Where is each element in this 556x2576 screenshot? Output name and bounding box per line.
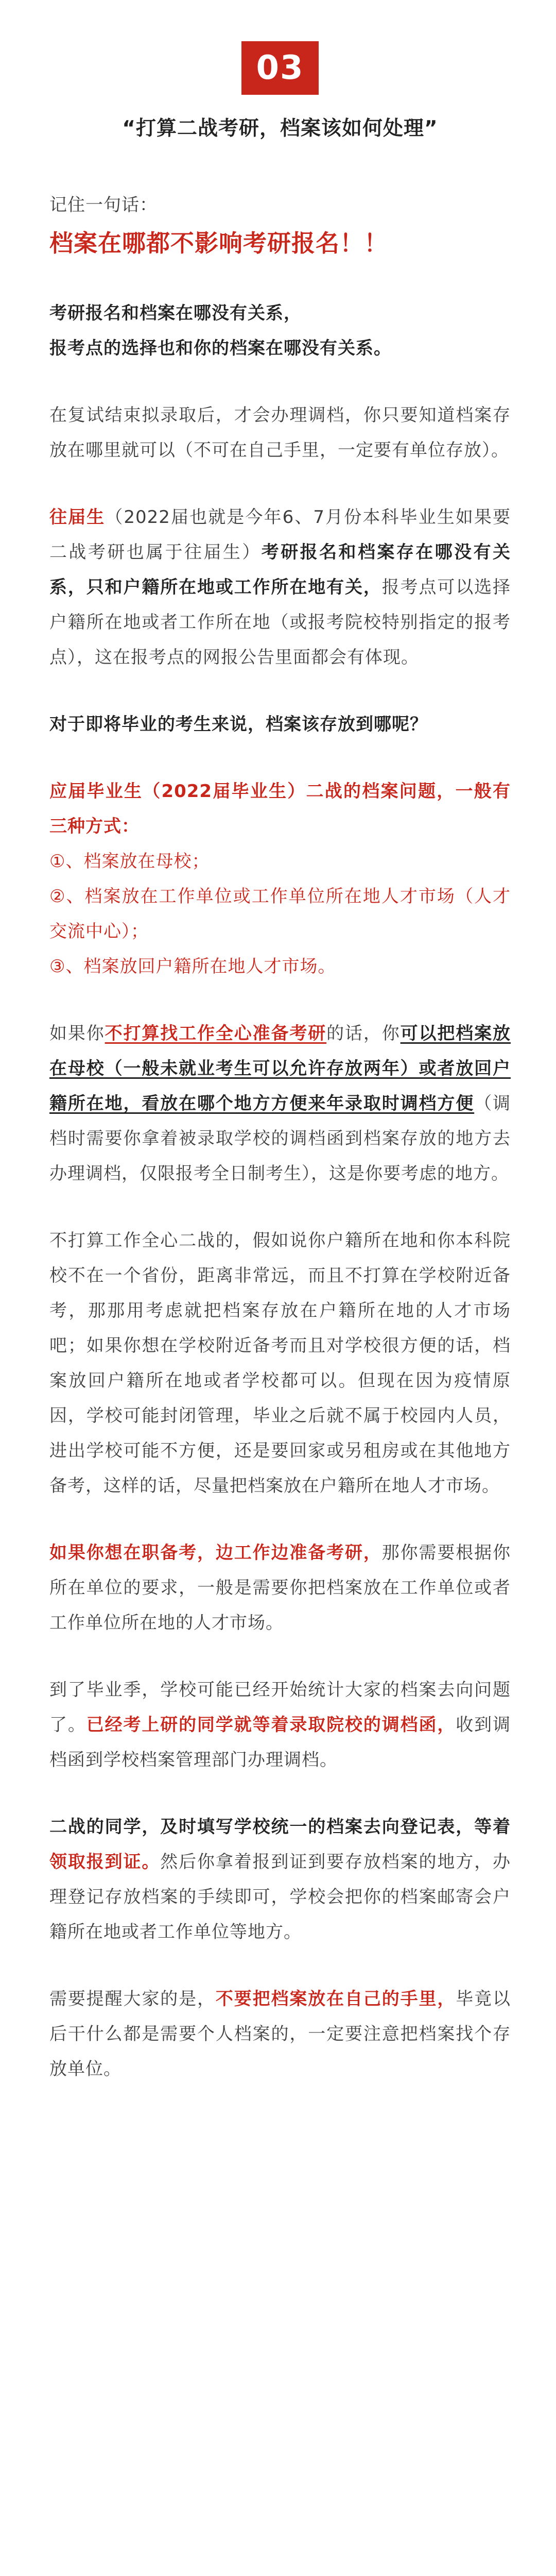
fresh-graduates-heading: 应届毕业生（2022届毕业生）二战的档案问题，一般有三种方式：	[49, 781, 511, 837]
previous-graduates-rest: 报考点可以选择户籍所在地或者工作所在地（或报考院校特别指定的报考点），这在报考点的网报公告里面都会有体现。	[49, 577, 511, 668]
previous-graduates-key: 考研报名和档案存在哪没有关系，只和户籍所在地或工作所在地有关，	[49, 542, 511, 598]
graduation-season-rest: 收到调档函到学校档案管理部门办理调档。	[49, 1715, 511, 1770]
option-item: ③、档案放回户籍所在地人才市场。	[49, 956, 336, 977]
section-number-badge: 03	[241, 41, 319, 95]
term-previous-graduates: 往届生	[49, 507, 106, 528]
key-point-line-1: 考研报名和档案在哪没有关系，	[49, 303, 302, 324]
second-attempt-key: 二战的同学，及时填写学校统一的档案去向登记表，等着	[49, 1817, 511, 1837]
full-time-rest: （调档时需要你拿着被录取学校的调档函到档案存放的地方去办理调档，仅限报考全日制考生），这是你要考虑的地方。	[49, 1093, 511, 1184]
previous-graduates-note: （2022届也就是今年6、7月份本科毕业生如果要二战考研也属于往届生）	[49, 507, 511, 563]
paragraph-second-attempt	[49, 1809, 511, 1950]
option-item: ①、档案放在母校；	[49, 851, 210, 872]
second-attempt-highlight: 领取报到证。	[49, 1852, 161, 1872]
section-header	[49, 41, 511, 95]
reminder-highlight: 不要把档案放在自己的手里，	[215, 1989, 456, 2009]
working-prep-rest: 那你需要根据你所在单位的要求，一般是需要你把档案放在工作单位或者工作单位所在地的人才市场。	[49, 1543, 511, 1633]
intro-note: 记住一句话：	[49, 195, 158, 215]
question-heading: 对于即将毕业的考生来说，档案该存放到哪呢？	[49, 714, 428, 735]
paragraph-previous-graduates	[49, 500, 511, 675]
intro-emphasis: 档案在哪都不影响考研报名！！	[49, 229, 388, 257]
full-time-key: 可以把档案放在母校（一般未就业考生可以允许存放两年）或者放回户籍所在地，看放在哪个地方方便来年录取时调档方便	[49, 1023, 511, 1114]
second-attempt-rest: 然后你拿着报到证到要存放档案的地方，办理登记存放档案的手续即可，学校会把你的档案邮寄会户籍所在地或者工作单位等地方。	[49, 1852, 511, 1942]
reminder-rest: 毕竟以后干什么都是需要个人档案的，一定要注意把档案找个存放单位。	[49, 1989, 511, 2079]
section-title: “打算二战考研，档案该如何处理”	[122, 117, 438, 140]
paragraph-full-time-prep	[49, 1016, 511, 1191]
reminder-text: 需要提醒大家的是，	[49, 1989, 216, 2009]
paragraph-working-prep	[49, 1535, 511, 1640]
option-item: ②、档案放在工作单位或工作单位所在地人才市场（人才交流中心）；	[49, 886, 511, 942]
graduation-season-text: 到了毕业季，学校可能已经开始统计大家的档案去向问题了。	[49, 1680, 511, 1735]
full-time-highlight: 不打算找工作全心准备考研	[105, 1023, 327, 1044]
paragraph-retest: 在复试结束拟录取后，才会办理调档，你只要知道档案存放在哪里就可以（不可在自己手里，一定要有单位存放）。	[49, 405, 511, 461]
paragraph-location-advice: 不打算工作全心二战的，假如说你户籍所在地和你本科院校不在一个省份，距离非常远，而且不打算在学校附近备考，那那用考虑就把档案存放在户籍所在地的人才市场吧；如果你想在学校附近备考而且对学校很方便的话，档案放回户籍所在地或者学校都可以。但现在因为疫情原因，学校可能封闭管理，毕业之后就不属于校园内人员，进出学校可能不方便，还是要回家或另租房或在其他地方备考，这样的话，尽量把档案放在户籍所在地人才市场。	[49, 1230, 511, 1496]
full-time-prefix: 如果你	[49, 1023, 105, 1044]
working-prep-highlight: 如果你想在职备考，边工作边准备考研，	[49, 1543, 382, 1563]
full-time-mid: 的话，你	[326, 1023, 401, 1044]
paragraph-graduation-season	[49, 1672, 511, 1777]
key-point-line-2: 报考点的选择也和你的档案在哪没有关系。	[49, 338, 392, 359]
paragraph-reminder	[49, 1981, 511, 2087]
graduation-season-highlight: 已经考上研的同学就等着录取院校的调档函，	[86, 1715, 456, 1735]
